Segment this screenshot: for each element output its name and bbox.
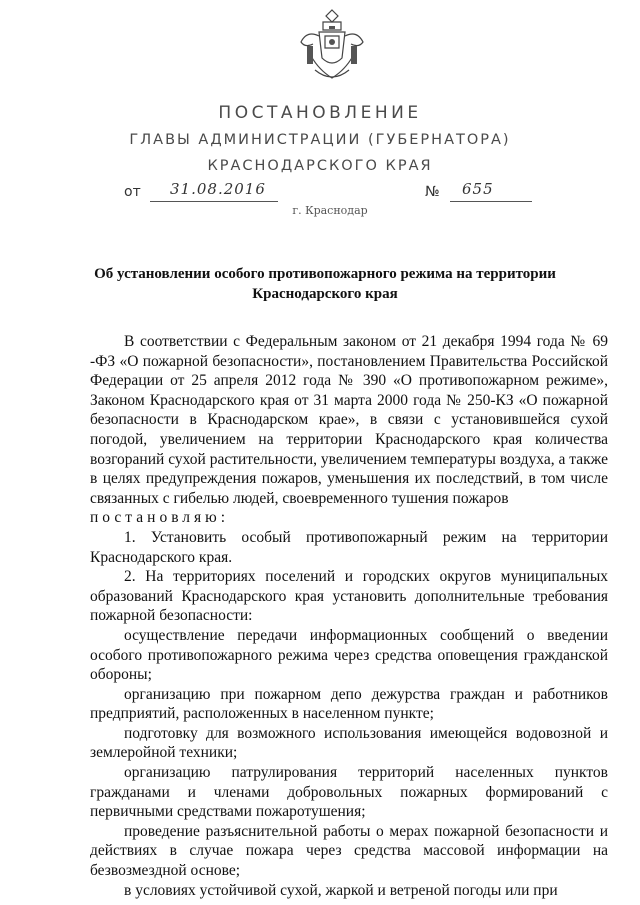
document-type-heading: ПОСТАНОВЛЕНИЕ <box>218 103 422 123</box>
document-body <box>90 332 608 900</box>
requirement-item: проведение разъяснительной работы о мерах пожарной безопасности и действиях в случае пожара через средства массовой информации на безвозмездной основе; <box>90 822 608 880</box>
coat-of-arms-emblem <box>297 6 367 88</box>
requirement-item: осуществление передачи информационных сообщений о введении особого противопожарного режима через средства оповещения гражданской обороны; <box>90 626 608 684</box>
requirement-item: организацию патрулирования территорий населенных пунктов гражданами и членами добровольных пожарных формирований с первичными средствами пожаротушения; <box>90 764 608 821</box>
document-title <box>60 264 590 304</box>
preamble-text: В соответствии с Федеральным законом от 21 декабря 1994 года № 69 -ФЗ «О пожарной безопасности», постановлением Правительства Российской Федерации от 25 апреля 2012 года № 390 «О противопожарном режиме», Законом Краснодарского края от 31 марта 2000 года № 250-КЗ «О пожарной безопасности в Краснодарском крае», в связи с установившейся сухой погодой, увеличением на территории Краснодарского края количества возгораний сухой растительности, увеличением температуры воздуха, а также в целях предупреждения пожаров, уменьшения их последствий, в том числе связанных с гибелью людей, своевременного тушения пожаров <box>90 333 608 507</box>
requirement-item: подготовку для возможного использования имеющейся водовозной и землеройной техники; <box>90 724 608 762</box>
number-prefix: № <box>425 184 440 200</box>
city-label: г. Краснодар <box>292 204 368 217</box>
clause-1: 1. Установить особый противопожарный режим на территории Краснодарского края. <box>90 528 608 566</box>
clause-2: 2. На территориях поселений и городских округов муниципальных образований Краснодарского края установить дополнительные требования пожарной безопасности: <box>90 568 608 625</box>
number-underline <box>450 201 532 202</box>
region-heading: КРАСНОДАРСКОГО КРАЯ <box>207 158 433 174</box>
number-handwritten: 655 <box>462 180 494 198</box>
date-underline <box>150 201 278 202</box>
issuer-heading: ГЛАВЫ АДМИНИСТРАЦИИ (ГУБЕРНАТОРА) <box>129 132 511 148</box>
requirement-item: в условиях устойчивой сухой, жаркой и ветреной погоды или при <box>124 881 558 899</box>
preamble-paragraph <box>90 332 608 528</box>
title-line-2: Краснодарского края <box>252 286 398 302</box>
requirement-item: организацию при пожарном депо дежурства граждан и работников предприятий, расположенных в населенном пункте; <box>90 685 608 723</box>
title-line-1: Об установлении особого противопожарного режима на территории <box>94 266 556 282</box>
date-prefix: от <box>124 184 141 200</box>
decree-keyword: постановляю: <box>90 509 230 527</box>
date-handwritten: 31.08.2016 <box>170 180 266 198</box>
